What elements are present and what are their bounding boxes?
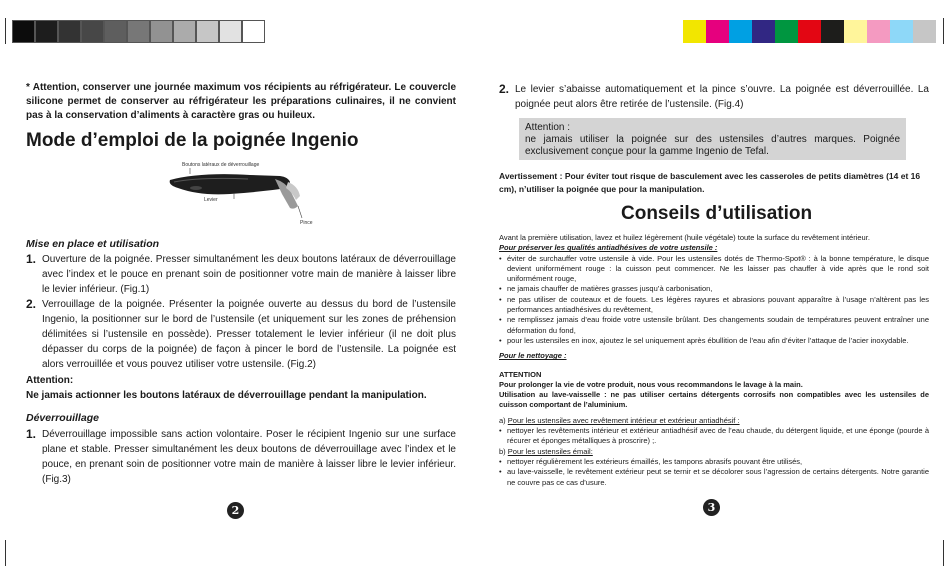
list-item: • ne remplissez jamais d’eau froide votre ustensile brûlant. Des changements soudain de températures peuvent entraîner une déformation du fond,: [499, 315, 929, 335]
attention-box-text: ne jamais utiliser la poignée sur des ustensiles d’autres marques. Poignée exclusivement conçue pour la gamme Ingenio de Tefal.: [525, 134, 900, 157]
gray-swatch: [242, 20, 265, 43]
intro-warning: * Attention, conserver une journée maximum vos récipients au réfrigérateur. Le couvercle silicone permet de conserver au réfrigérateur les préparations culinaires, il ne convient pas à la conservation d’aliments à caractère gras ou huileux.: [26, 82, 456, 121]
label-lever: Levier: [204, 197, 218, 203]
item-number: 2.: [499, 82, 510, 96]
color-swatch: [913, 20, 936, 43]
advice-body: [499, 233, 929, 488]
handle-illustration: [160, 158, 325, 228]
gray-swatch: [196, 20, 219, 43]
gray-swatch: [35, 20, 58, 43]
list-item: • éviter de surchauffer votre ustensile à vide. Pour les ustensiles dotés de Thermo-Spot® : à la bonne température, le disque devient uniformément rouge : la cuisson peut commencer. Ne les laisser pas chauffer à vide après que le rond soit uniformément rouge,: [499, 253, 929, 284]
attention-box-title: Attention :: [525, 122, 571, 133]
section-unlock-title: Déverrouillage: [26, 412, 99, 424]
attention-text: Ne jamais actionner les boutons latéraux de déverrouillage pendant la manipulation.: [26, 390, 427, 401]
instruction-item: [499, 82, 929, 112]
attention-box: [519, 118, 906, 160]
grayscale-calibration-bar: [12, 20, 265, 43]
gray-swatch: [219, 20, 242, 43]
cleaning-title: Pour le nettoyage :: [499, 351, 567, 361]
page-number: 2: [227, 502, 244, 519]
item-text: Ouverture de la poignée. Presser simultanément les deux boutons latéraux de déverrouillage avec l’index et le pouce en prenant soin de positionner votre main de manière à laisser libre le levier inférieur. (Fig.1): [42, 254, 456, 295]
color-swatch: [798, 20, 821, 43]
handle-figure: [160, 158, 325, 228]
instruction-item: [26, 252, 456, 297]
advice-title: Conseils d’utilisation: [621, 203, 813, 224]
gray-swatch: [58, 20, 81, 43]
trim-mark: [5, 18, 6, 44]
item-text: Verrouillage de la poignée. Présenter la poignée ouverte au dessus du bord de l’ustensile Ingenio, la positionner sur le bord de l’ustensile (et uniquement sur les zones de préhension délimitées si l’ustensile en possède). Presser totalement le levier inférieur (il ne doit plus dépasser du corps de la poignée) de façon à pincer le bord de l’ustensile. La poignée est alors verrouillée et vous pouvez utiliser votre ustensile. (Fig.2): [42, 299, 456, 370]
list-item: • pour les ustensiles en inox, ajoutez le sel uniquement après ébullition de l’eau afin d’éviter l’attaque de l’acier inoxydable.: [499, 335, 909, 345]
gray-swatch: [150, 20, 173, 43]
color-swatch: [706, 20, 729, 43]
item-number: 1.: [26, 427, 37, 441]
list-item: • ne pas utiliser de couteaux et de fouets. Les légères rayures et abrasions pouvant apparaître à l’usage n’altèrent pas les performances antiadhésives du revêtement,: [499, 294, 929, 315]
color-swatch: [821, 20, 844, 43]
right-page: [475, 0, 950, 566]
color-swatch: [683, 20, 706, 43]
label-unlock-buttons: Boutons latéraux de déverrouillage: [182, 162, 260, 168]
section-a: a) Pour les ustensiles avec revêtement intérieur et extérieur antiadhésif :: [499, 415, 740, 425]
color-swatch: [890, 20, 913, 43]
instruction-item: [26, 297, 456, 372]
gray-swatch: [12, 20, 35, 43]
item-number: 1.: [26, 252, 37, 266]
section-setup-title: Mise en place et utilisation: [26, 238, 160, 250]
list-item: • nettoyer régulièrement les extérieurs émaillés, les tampons abrasifs pouvant être utilisés,: [499, 456, 803, 466]
page-title: Mode d’emploi de la poignée Ingenio: [26, 130, 359, 151]
section-b: b) Pour les ustensiles émail:: [499, 446, 593, 456]
dishwasher-advice: Utilisation au lave-vaisselle : ne pas utiliser certains détergents corrosifs non compatibles avec les ustensiles de cuisson comportant de l’aluminium.: [499, 390, 929, 410]
gray-swatch: [173, 20, 196, 43]
trim-mark: [943, 540, 944, 566]
list-item: • nettoyer les revêtements intérieur et extérieur antiadhésif avec de l’eau chaude, du détergent liquide, et une éponge (pourde à récurer et éponges métalliques à proscrire) ;.: [499, 426, 929, 446]
tipping-warning: Avertissement : Pour éviter tout risque de basculement avec les casseroles de petits diamètres (14 et 16 cm), n’utiliser la poignée que pour la manipulation.: [499, 171, 921, 194]
attention-label: Attention:: [26, 375, 74, 386]
attention-caps: ATTENTION: [499, 369, 542, 379]
item-number: 2.: [26, 297, 37, 311]
gray-swatch: [104, 20, 127, 43]
color-swatch: [867, 20, 890, 43]
color-calibration-bar: [683, 20, 936, 43]
gray-swatch: [81, 20, 104, 43]
label-clamp: Pince: [300, 220, 313, 226]
item-text: Le levier s’abaisse automatiquement et la pince s’ouvre. La poignée est déverrouillée. La poignée peut alors être retirée de l’ustensile. (Fig.4): [515, 84, 929, 110]
item-text: Déverrouillage impossible sans action volontaire. Poser le récipient Ingenio sur une surface plane et stable. Presser simultanément les deux boutons de déverrouillage avec l’index et le pouce, en prenant soin de positionner votre main de manière à laisser libre le levier inférieur. (Fig.3): [42, 429, 456, 485]
page-number: 3: [703, 499, 720, 516]
instruction-item: [26, 427, 456, 487]
color-swatch: [775, 20, 798, 43]
trim-mark: [5, 540, 6, 566]
hand-wash-advice: Pour prolonger la vie de votre produit, nous vous recommandons le lavage à la main.: [499, 379, 803, 389]
preserve-title: Pour préserver les qualités antiadhésives de votre ustensile :: [499, 243, 718, 253]
color-swatch: [844, 20, 867, 43]
list-item: • ne jamais chauffer de matières grasses jusqu’à carbonisation,: [499, 284, 713, 294]
advice-intro: Avant la première utilisation, lavez et huilez légèrement (huile végétale) toute la surface du revêtement intérieur.: [499, 233, 870, 242]
color-swatch: [752, 20, 775, 43]
list-item: • au lave-vaisselle, le revêtement extérieur peut se ternir et se décolorer sous l’agression de certains détergents. Notre garantie ne couvre pas ce cas d’usure.: [499, 467, 929, 487]
gray-swatch: [127, 20, 150, 43]
color-swatch: [729, 20, 752, 43]
trim-mark: [943, 18, 944, 44]
